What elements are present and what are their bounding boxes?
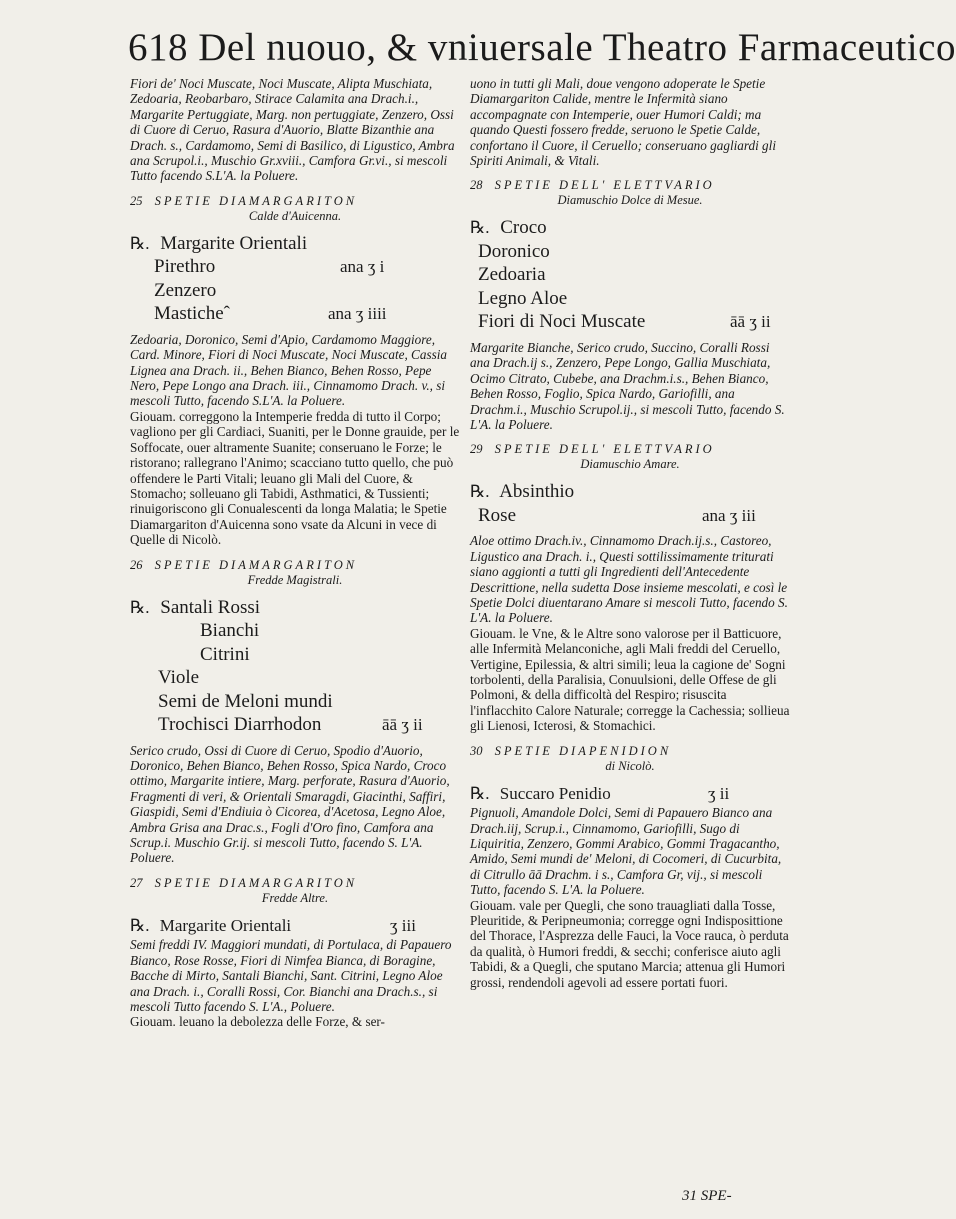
ingredient: Trochisci Diarrhodon	[158, 714, 322, 736]
ingredient: Citrini	[200, 643, 250, 665]
ingredient-description: Zedoaria, Doronico, Semi d'Apio, Cardamomo Maggiore, Card. Minore, Fiori di Noci Muscate, Noci Muscate, Cassia Lignea ana Drach. ii., Behen Bianco, Behen Rosso, Pepe Nero, Pepe Longo ana Drach. iii., Cinnamomo Drach. v., si mescoli Tutto, facendo S.L'A. la Poluere.	[130, 331, 447, 409]
ingredient: Pirethro	[154, 256, 216, 278]
ingredient-line	[130, 666, 460, 690]
right-column	[470, 76, 790, 990]
ingredient: Margarite Orientali	[160, 232, 308, 254]
ingredient-description: Aloe ottimo Drach.iv., Cinnamomo Drach.ij.s., Castoreo, Ligustico ana Drach. i., Questi sottilissimamente triturati siano aggionti a tutti gli Ingredienti dell'Antecedente Descrittione, nella sudetta Dose insieme mescolati, e così le Spetie Dolci diuentarano Amare si mescoli Tutto, facendo S. L'A. la Poluere.	[470, 533, 788, 626]
quantity: ʒ ii	[708, 783, 730, 803]
ingredient-line	[470, 310, 790, 334]
quantity: ana ʒ iii	[702, 505, 756, 525]
ingredient-line	[130, 643, 460, 667]
section-title: SPETIE DELL' ELETTVARIO	[494, 178, 715, 193]
ingredient: Rose	[478, 504, 516, 526]
ingredient-line	[130, 302, 460, 326]
recipe-symbol: ℞.	[470, 783, 490, 803]
quantity: ʒ iii	[390, 915, 416, 935]
left-intro-text: Fiori de' Noci Muscate, Noci Muscate, Alipta Muschiata, Zedoaria, Reobarbaro, Stirace Calamita ana Drach.i., Margarite Pertuggiate, Marg. non pertuggiate, Zenzero, Ossi di Cuore di Ceruo, Rasura d'Auorio, Blatte Bizanthie ana Drach. s., Cardamomo, Semi di Basilico, di Ligustico, Ambra ana Scrupol.i., Muschio Gr.xviii., Camfora Gr.vi., si mescoli Tutto facendo S.L'A. la Poluere.	[130, 76, 455, 184]
section-title: SPETIE DIAPENIDION	[494, 743, 672, 758]
ingredient: Legno Aloe	[478, 287, 568, 309]
section-subtitle: Fredde Altre.	[261, 890, 329, 905]
virtue-note: Giouam. correggono la Intemperie fredda di tutto il Corpo; vagliono per gli Cardiaci, Suaniti, per le Donne grauide, per le Soffocate, ouer altramente Suanite; conseruano le Forze; le ristorano; rallegrano l'Animo; scacciano tutto quello, che può offendere le Parti Vitali; leuano gli Mali del Cuore, & Stomacho; solleuano gli Tabidi, Asthmatici, & Tussienti; rinuigoriscono gli Conualescenti da longa Malatia; le Spetie Diamargariton d'Auicenna sono vsate da Alcuni in vece di Quelle di Nicolò.	[130, 408, 460, 548]
ingredient: Viole	[158, 667, 200, 689]
virtue-note: Giouam. leuano la debolezza delle Forze, & ser-	[130, 1014, 385, 1030]
section-number: 26	[130, 557, 143, 572]
section-29-heading	[470, 442, 790, 457]
section-number: 25	[130, 193, 143, 208]
recipe-symbol: ℞.	[130, 233, 150, 253]
ingredient-line	[130, 619, 460, 643]
right-intro-text: uono in tutti gli Mali, doue vengono adoperate le Spetie Diamargariton Calide, mentre le Infermità siano accompagnate con Intemperie, ouer Humori Caldi; ma quando Questi fossero fredde, seruono le Spetie Calde, confortano il Cuore, il Ceruello; conseruano gagliardi gli Spiriti Animali, & Vitali.	[470, 76, 776, 169]
section-number: 27	[130, 875, 143, 890]
recipe-symbol: ℞.	[470, 218, 490, 238]
ingredient-description: Margarite Bianche, Serico crudo, Succino, Coralli Rossi ana Drach.ij s., Zenzero, Pepe Longo, Gallia Muschiata, Ocimo Citrato, Cubebe, ana Drachm.i.s., Behen Bianco, Behen Rosso, Foglio, Spica Nardo, Gariofilli, ana Drachm.i., Muschio Scrupol.ij., si mescoli Tutto, facendo S. L'A. la Poluere.	[470, 339, 785, 432]
section-number: 28	[470, 178, 483, 193]
ingredient: Bianchi	[200, 620, 260, 642]
ingredient-line	[130, 713, 460, 737]
ingredient-line	[470, 263, 790, 287]
ingredient-line	[470, 782, 790, 806]
quantity: āā ʒ ii	[730, 312, 771, 332]
section-27-heading	[130, 876, 460, 891]
ingredient-line	[470, 504, 790, 528]
ingredient: Fiori di Noci Muscate	[478, 311, 646, 333]
recipe-symbol: ℞.	[130, 915, 150, 935]
catchword: 31 SPE-	[682, 1188, 732, 1204]
ingredient-line	[130, 232, 460, 256]
ingredient-line	[470, 240, 790, 264]
section-subtitle: di Nicolò.	[605, 758, 655, 773]
ingredient-line	[470, 216, 790, 240]
section-number: 29	[470, 442, 483, 457]
section-30-heading	[470, 744, 790, 759]
ingredient: Doronico	[478, 240, 550, 262]
section-title: SPETIE DIAMARGARITON	[154, 557, 358, 572]
section-subtitle: Fredde Magistrali.	[247, 572, 343, 587]
quantity: āā ʒ ii	[382, 715, 423, 735]
ingredient-line	[130, 690, 460, 714]
quantity: ana ʒ iiii	[328, 304, 387, 324]
section-25-heading	[130, 194, 460, 209]
recipe-symbol: ℞.	[130, 597, 150, 617]
ingredient-line	[130, 255, 460, 279]
virtue-note: Giouam. vale per Quegli, che sono trauagliati dalla Tosse, Pleuritide, & Peripneumonia; corregge ogni Indisposittione del Thorace, l'Asprezza delle Fauci, la Voce rauca, ò perduta da qualità, ò Humori freddi, & secchi; conferisce aiuto agli Tabidi, & a Quegli, che sputano Marcia; attenua gli Humori grossi, rendendoli agevoli ad essere portati fuori.	[470, 897, 789, 990]
virtue-note: Giouam. le Vne, & le Altre sono valorose per il Batticuore, alle Infermità Melanconiche, agli Mali freddi del Ceruello, Vertigine, Epilessia, & altri simili; leua la cagione de' Sogni torbolenti, della Paralisia, Conuulsioni, delle Offese de gli Polmoni, & della difficoltà del Respiro; risuscita l'inflacchito Calore Naturale; corregge la Cachessia; sollieua gli Lienosi, Icterosi, & Stomachici.	[470, 625, 790, 734]
section-title: SPETIE DIAMARGARITON	[154, 193, 358, 208]
ingredient: Absinthio	[499, 481, 575, 503]
ingredient: Masticheˆ	[154, 303, 230, 325]
section-subtitle: Diamuschio Amare.	[580, 457, 680, 472]
ingredient-line	[470, 480, 790, 504]
ingredient-description: Semi freddi IV. Maggiori mundati, di Portulaca, di Papauero Bianco, Rose Rosse, Fiori di Nimfea Bianca, di Boragine, Bacche di Mirto, Santali Bianchi, Sant. Citrini, Legno Aloe ana Drach. i., Coralli Rossi, Cor. Bianchi ana Drach.s., si mescoli Tutto facendo S. L'A., Poluere.	[130, 937, 452, 1014]
section-26-heading	[130, 558, 460, 573]
ingredient: Succaro Penidio	[499, 783, 611, 803]
section-title: SPETIE DIAMARGARITON	[154, 875, 358, 890]
ingredient-line	[130, 596, 460, 620]
quantity: ana ʒ i	[340, 257, 385, 277]
recipe-symbol: ℞.	[470, 482, 490, 502]
ingredient: Croco	[500, 217, 547, 239]
ingredient-description: Serico crudo, Ossi di Cuore di Ceruo, Spodio d'Auorio, Doronico, Behen Bianco, Behen Rosso, Spica Nardo, Croco ottimo, Margarite intiere, Marg. perforate, Rasura d'Auorio, Fragmenti di veri, & Orientali Smaragdi, Giacinthi, Saffiri, Giaspidi, Semi d'Endiuia ò Cicorea, d'Acetosa, Legno Aloe, Ambra Grisa ana Drac.s., Fogli d'Oro fino, Camfora ana Scrup.i. Muschio Gr.ij. si mescoli Tutto, facendo S. L'A. Poluere.	[130, 742, 450, 866]
ingredient: Santali Rossi	[160, 596, 261, 618]
section-title: SPETIE DELL' ELETTVARIO	[494, 442, 715, 457]
ingredient: Margarite Orientali	[159, 915, 292, 935]
left-column	[130, 76, 460, 1030]
ingredient: Zedoaria	[478, 264, 546, 286]
section-subtitle: Diamuschio Dolce di Mesue.	[557, 193, 703, 208]
section-number: 30	[470, 743, 483, 758]
ingredient-description: Pignuoli, Amandole Dolci, Semi di Papauero Bianco ana Drach.iij, Scrup.i., Cinnamomo, Gariofilli, Sugo di Liquiritia, Zenzero, Gommi Arabico, Gommi Tragacantho, Amido, Semi mundi de' Meloni, di Cocomeri, di Cucurbita, di Citrullo āā Drachm. i s., Camfora Gr, vij., si mescoli Tutto, facendo S. L'A. la Poluere.	[470, 805, 782, 898]
ingredient-line	[470, 287, 790, 311]
section-subtitle: Calde d'Auicenna.	[248, 208, 342, 223]
ingredient: Semi de Meloni mundi	[158, 690, 333, 712]
running-header: 618 Del nuouo, & vniuersale Theatro Farmaceutico	[128, 26, 956, 69]
ingredient-line	[130, 914, 460, 938]
ingredient: Zenzero	[154, 279, 217, 301]
ingredient-line	[130, 279, 460, 303]
section-28-heading	[470, 178, 790, 193]
